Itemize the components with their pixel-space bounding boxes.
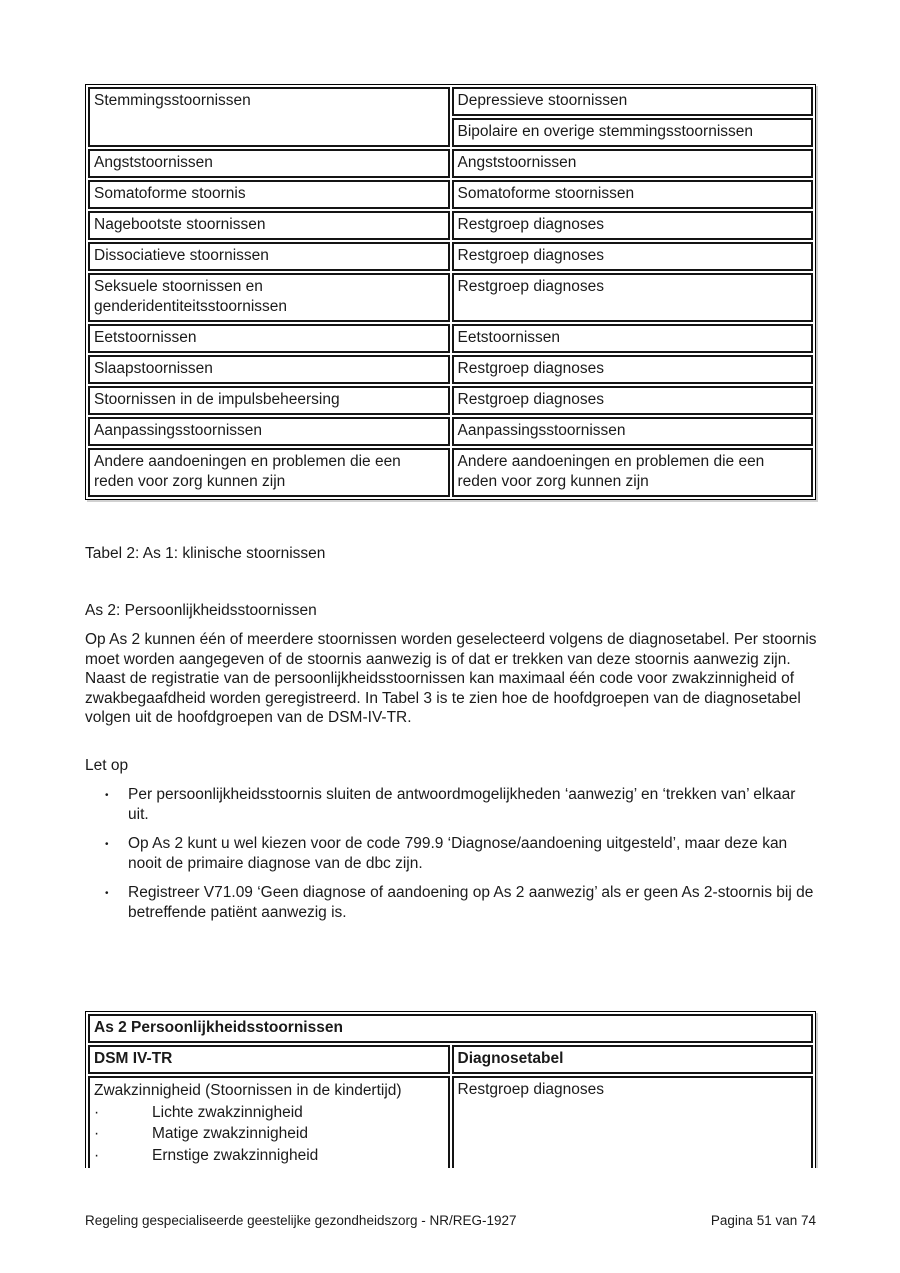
table-row [88,448,813,497]
list-item-text: Matige zwakzinnigheid [152,1125,308,1142]
cell-dsm: Andere aandoeningen en problemen die een reden voor zorg kunnen zijn [88,448,450,497]
cell-dsm: Aanpassingsstoornissen [88,417,450,446]
cell-dsm: Somatoforme stoornis [88,180,450,209]
cell-title: Zwakzinnigheid (Stoornissen in de kindertijd) [94,1082,402,1099]
cell-diagnosetabel: Restgroep diagnoses [452,355,814,384]
section-paragraph: Op As 2 kunnen één of meerdere stoornissen worden geselecteerd volgens de diagnosetabel. Per stoornis moet worden aangegeven of de stoornis aanwezig is of dat er trekken van deze stoornis aanwezig zijn. Naast de registratie van de persoonlijkheidsstoornissen kan maximaal één code voor zwakzinnigheid of zwakbegaafdheid worden geregistreerd. In Tabel 3 is te zien hoe de hoofdgroepen van de diagnosetabel volgen uit de hoofdgroepen van de DSM-IV-TR. [85,631,817,727]
bullet-icon: • [105,888,109,900]
table-row [88,273,813,322]
table-as2 [85,1011,816,1168]
table-row [88,149,813,178]
table-row [88,1014,813,1043]
footer-page-number: Pagina 51 van 74 [710,1213,816,1228]
table-caption: Tabel 2: As 1: klinische stoornissen [85,545,326,562]
cell-dsm: Nagebootste stoornissen [88,211,450,240]
list-item [85,785,818,824]
table-header-row [88,1045,813,1074]
table-row [88,87,813,116]
cell-dsm: Stoornissen in de impulsbeheersing [88,386,450,415]
table-title-cell: As 2 Persoonlijkheidsstoornissen [88,1014,813,1043]
cell-dsm: Seksuele stoornissen en genderidentiteitsstoornissen [88,273,450,322]
cell-dsm: Stemmingsstoornissen [88,87,450,147]
list-item-text: Op As 2 kunt u wel kiezen voor de code 799.9 ‘Diagnose/aandoening uitgesteld’, maar deze kan nooit de primaire diagnose van de dbc zijn. [128,835,788,872]
table-row [88,1076,813,1168]
list-item [94,1102,443,1124]
footer-document-title: Regeling gespecialiseerde geestelijke gezondheidszorg - NR/REG-1927 [85,1213,517,1228]
table-row [88,355,813,384]
table-row [88,180,813,209]
cell-diagnosetabel: Restgroep diagnoses [452,273,814,322]
list-item [94,1123,443,1145]
list-item-text: Ernstige zwakzinnigheid [152,1146,319,1164]
bullet-icon: • [105,839,109,851]
cell-dsm: Eetstoornissen [88,324,450,353]
list-item [85,834,818,873]
section-heading: As 2: Persoonlijkheidsstoornissen [85,602,317,619]
column-header-diagnosetabel: Diagnosetabel [452,1045,814,1074]
list-item-text: Per persoonlijkheidsstoornis sluiten de antwoordmogelijkheden ‘aanwezig’ en ‘trekken van’ elkaar uit. [128,786,796,823]
bullet-icon: · [94,1103,100,1121]
table-as1 [85,84,816,500]
cell-diagnosetabel: Somatoforme stoornissen [452,180,814,209]
cell-dsm: Angststoornissen [88,149,450,178]
bullet-icon: • [105,790,109,801]
page-footer [85,1212,816,1229]
cell-diagnosetabel: Angststoornissen [452,149,814,178]
note-label: Let op [85,757,129,774]
note-bullet-list [85,785,818,933]
cell-diagnosetabel: Restgroep diagnoses [452,1076,814,1168]
cell-dsm [88,1076,450,1168]
table-row [88,417,813,446]
cell-diagnosetabel: Bipolaire en overige stemmingsstoornissen [452,118,814,147]
cell-diagnosetabel: Restgroep diagnoses [452,242,814,271]
table-row [88,242,813,271]
list-item [94,1145,443,1167]
bullet-icon: · [94,1146,100,1164]
list-item [85,883,818,922]
bullet-icon: · [94,1125,100,1142]
cell-diagnosetabel: Aanpassingsstoornissen [452,417,814,446]
table-row [88,211,813,240]
table-row [88,324,813,353]
cell-diagnosetabel: Depressieve stoornissen [452,87,814,116]
cell-diagnosetabel: Restgroep diagnoses [452,211,814,240]
cell-dsm: Dissociatieve stoornissen [88,242,450,271]
cell-dsm: Slaapstoornissen [88,355,450,384]
list-item-text: Lichte zwakzinnigheid [152,1103,303,1121]
table-row [88,386,813,415]
cell-diagnosetabel: Eetstoornissen [452,324,814,353]
table-as1-wrapper [85,84,825,500]
cell-diagnosetabel: Andere aandoeningen en problemen die een reden voor zorg kunnen zijn [452,448,814,497]
column-header-dsm: DSM IV-TR [88,1045,450,1074]
cell-diagnosetabel: Restgroep diagnoses [452,386,814,415]
list-item-text: Registreer V71.09 ‘Geen diagnose of aandoening op As 2 aanwezig’ als er geen As 2-stoornis bij de betreffende patiënt aanwezig is. [128,884,814,921]
table-as2-wrapper [85,1011,825,1168]
